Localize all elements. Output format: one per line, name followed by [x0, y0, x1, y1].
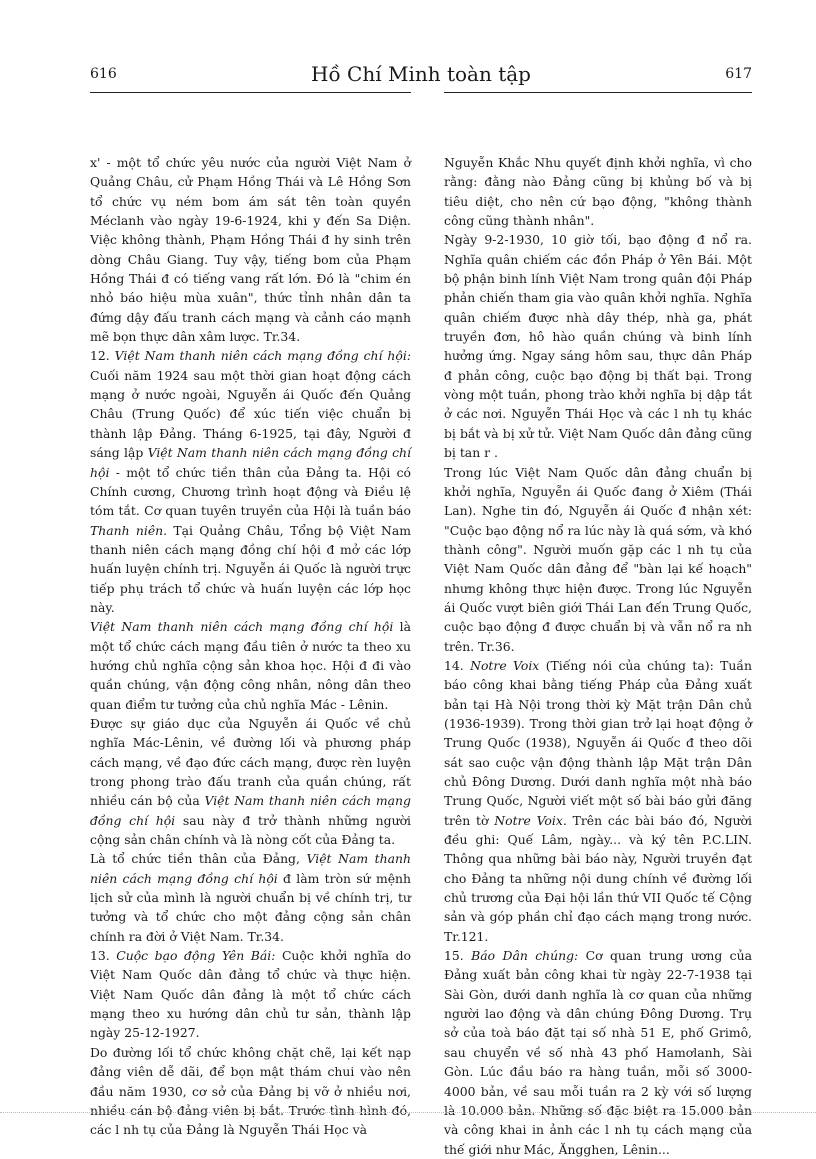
note-number: 15. [444, 948, 464, 964]
note-text: Cuộc khởi nghĩa do Việt Nam Quốc dân đảng tổ chức và thực hiện. Việt Nam Quốc dân đảng là một tổ chức cách mạng theo xu hướng dân chủ tư sản, thành lập ngày 25-12-1927. [90, 948, 411, 1041]
newspaper-name: Notre Voix. [494, 812, 567, 828]
note-13-paragraph-4: Trong lúc Việt Nam Quốc dân đảng chuẩn bị khởi nghĩa, Nguyễn ái Quốc đang ở Xiêm (Thái Lan). Nghe tin đó, Nguyễn ái Quốc đ nhận xét: "Cuộc bạo động nổ ra lúc này là quá sớm, và khó thành công". Người muốn gặp các l nh tụ của Việt Nam Quốc dân đảng để "bàn lại kế hoạch" nhưng không thực hiện được. Trong lúc Nguyễn ái Quốc vượt biên giới Thái Lan đến Trung Quốc, cuộc bạo động đ được chuẩn bị và vẫn nổ ra nh trên. Tr.36. [444, 464, 752, 654]
page-number-right: 617 [725, 66, 752, 82]
left-column [90, 153, 411, 1140]
running-title: Hồ Chí Minh toàn tập [311, 62, 531, 86]
note-title: Notre Voix [470, 657, 540, 673]
note-text: đ làm tròn sứ mệnh lịch sử của mình là người chuẩn bị về chính trị, tư tưởng và tổ chức cho một đảng cộng sản chân chính ra đời ở Việt Nam. Tr.34. [90, 870, 411, 944]
note-12-paragraph-4 [90, 849, 411, 946]
note-15 [444, 946, 752, 1159]
note-12 [90, 346, 411, 617]
organization-name: Việt Nam thanh niên cách mạng đồng chí hội [90, 851, 411, 886]
note-text: sau này đ trở thành những người cộng sản chân chính và là nòng cốt của Đảng ta. [90, 812, 411, 848]
page-header [90, 62, 752, 92]
note-12-paragraph-3 [90, 714, 411, 849]
note-12-paragraph-2 [90, 617, 411, 714]
note-text: Trên các bài báo đó, Người đều ghi: Quế Lâm, ngày... và ký tên P.C.LIN. Thông qua những bài báo này, Người truyền đạt cho Đảng ta những nội dung chính về đường lối chủ trương của Đại hội lần thứ VII Quốc tế Cộng sản và góp phần chỉ đạo cách mạng trong nước. Tr.121. [444, 812, 752, 944]
note-text: Tại Quảng Châu, Tổng bộ Việt Nam thanh niên cách mạng đồng chí hội đ mở các lớp huấn luyện chính trị. Nguyễn ái Quốc là người trực tiếp phụ trách tổ chức và huấn luyện các lớp học này. [90, 522, 411, 615]
note-14 [444, 656, 752, 946]
note-number: 12. [90, 348, 110, 364]
note-text: (Tiếng nói của chúng ta): Tuần báo công khai bằng tiếng Pháp của Đảng xuất bản tại Hà Nội trong thời kỳ Mặt trận Dân chủ (1936-1939). Trong thời gian trở lại hoạt động ở Trung Quốc (1938), Nguyễn ái Quốc đ theo dõi sát sao cuộc vận động thành lập Mặt trận Dân chủ Đông Dương. Dưới danh nghĩa một nhà báo Trung Quốc, Người viết một số bài báo gửi đăng trên tờ [444, 657, 752, 828]
note-text: Được sự giáo dục của Nguyễn ái Quốc về chủ nghĩa Mác-Lênin, về đường lối và phương pháp cách mạng, về đạo đức cách mạng, được rèn luyện trong phong trào đấu tranh của quần chúng, rất nhiều cán bộ của [90, 715, 411, 809]
note-title: Việt Nam thanh niên cách mạng đồng chí hội: [114, 348, 411, 364]
page-number-left: 616 [90, 66, 117, 82]
note-11-continuation: x' - một tổ chức yêu nước của người Việt Nam ở Quảng Châu, cử Phạm Hồng Thái và Lê Hồng Sơn tổ chức vụ ném bom ám sát tên toàn quyền Méclanh vào ngày 19-6-1924, khi y đến Sa Diện. Việc không thành, Phạm Hồng Thái đ hy sinh trên dòng Châu Giang. Tuy vậy, tiếng bom của Phạm Hồng Thái đ có tiếng vang rất lớn. Đó là "chim én nhỏ báo hiệu mùa xuân", thức tỉnh nhân dân ta đứng dậy đấu tranh cách mạng và cảnh cáo mạnh mẽ bọn thực dân xâm lược. Tr.34. [90, 155, 411, 345]
note-number: 13. [90, 948, 110, 964]
organization-name: Việt Nam thanh niên cách mạng đồng chí hội [90, 793, 411, 828]
note-13 [90, 946, 411, 1043]
header-rule-right [444, 92, 752, 93]
note-text: là một tổ chức cách mạng đầu tiên ở nước ta theo xu hướng chủ nghĩa cộng sản khoa học. Hội đ đi vào quần chúng, vận động công nhân, nông dân theo quan điểm tư tưởng của chủ nghĩa Mác - Lênin. [90, 619, 411, 712]
note-title: Cuộc bạo động Yên Bái: [116, 948, 276, 964]
right-column [444, 153, 752, 1159]
note-text: - một tổ chức tiền thân của Đảng ta. Hội có Chính cương, Chương trình hoạt động và Điều lệ tóm tắt. Cơ quan tuyên truyền của Hội là tuần báo [90, 464, 411, 519]
bottom-dotted-rule [0, 1112, 816, 1113]
note-text: Cuối năm 1924 sau một thời gian hoạt động cách mạng ở nước ngoài, Nguyễn ái Quốc đến Quảng Châu (Trung Quốc) để xúc tiến việc chuẩn bị thành lập Đảng. Tháng 6-1925, tại đây, Người đ sáng lập [90, 367, 411, 461]
note-text: Cơ quan trung ương của Đảng xuất bản công khai từ ngày 22-7-1938 tại Sài Gòn, dưới danh nghĩa là cơ quan của những người lao động và dân chúng Đông Dương. Trụ sở của toà báo đặt tại số nhà 51 E, phố Grimô, sau chuyển về số nhà 43 phố Hamơlanh, Sài Gòn. Lúc đầu báo ra hàng tuần, mỗi số 3000-4000 bản, về sau mỗi tuần ra 2 kỳ với số lượng là 10.000 bản. Những số đặc biệt ra 15.000 bản và công khai in ảnh các l nh tụ cách mạng của thế giới như Mác, Ăngghen, Lênin... [444, 948, 752, 1157]
note-13-paragraph-2: Do đường lối tổ chức không chặt chẽ, lại kết nạp đảng viên dễ dãi, để bọn mật thám chui vào nên đầu năm 1930, cơ sở của Đảng bị vỡ ở nhiều nơi, nhiều cán bộ đảng viên bị bắt. Trước tình hình đó, các l nh tụ của Đảng là Nguyễn Thái Học và [90, 1044, 411, 1138]
note-13-paragraph-3: Ngày 9-2-1930, 10 giờ tối, bạo động đ nổ ra. Nghĩa quân chiếm các đồn Pháp ở Yên Bái. Một bộ phận binh lính Việt Nam trong quân đội Pháp phản chiến tham gia vào quân khởi nghĩa. Nghĩa quân chiếm được nhà dây thép, nhà ga, phát truyền đơn, hô hào quần chúng và binh lính hưởng ứng. Ngay sáng hôm sau, thực dân Pháp đ phản công, cuộc bạo động bị thất bại. Trong vòng một tuần, phong trào khởi nghĩa bị dập tắt ở các nơi. Nguyễn Thái Học và các l nh tụ khác bị bắt và bị xử tử. Việt Nam Quốc dân đảng cũng bị tan r . [444, 232, 752, 461]
header-rule-left [90, 92, 411, 93]
organization-name: Việt Nam thanh niên cách mạng đồng chí hội [90, 445, 411, 480]
note-text: Là tổ chức tiền thân của Đảng, [90, 851, 300, 867]
newspaper-name: Thanh niên. [90, 522, 168, 538]
note-title: Báo Dân chúng: [471, 948, 579, 964]
note-13-continuation: Nguyễn Khắc Nhu quyết định khởi nghĩa, vì cho rằng: đằng nào Đảng cũng bị khủng bố và bị tiêu diệt, cho nên cứ bạo động, "không thành công cũng thành nhân". [444, 155, 752, 229]
note-number: 14. [444, 657, 464, 673]
organization-name: Việt Nam thanh niên cách mạng đồng chí hội [90, 619, 394, 635]
